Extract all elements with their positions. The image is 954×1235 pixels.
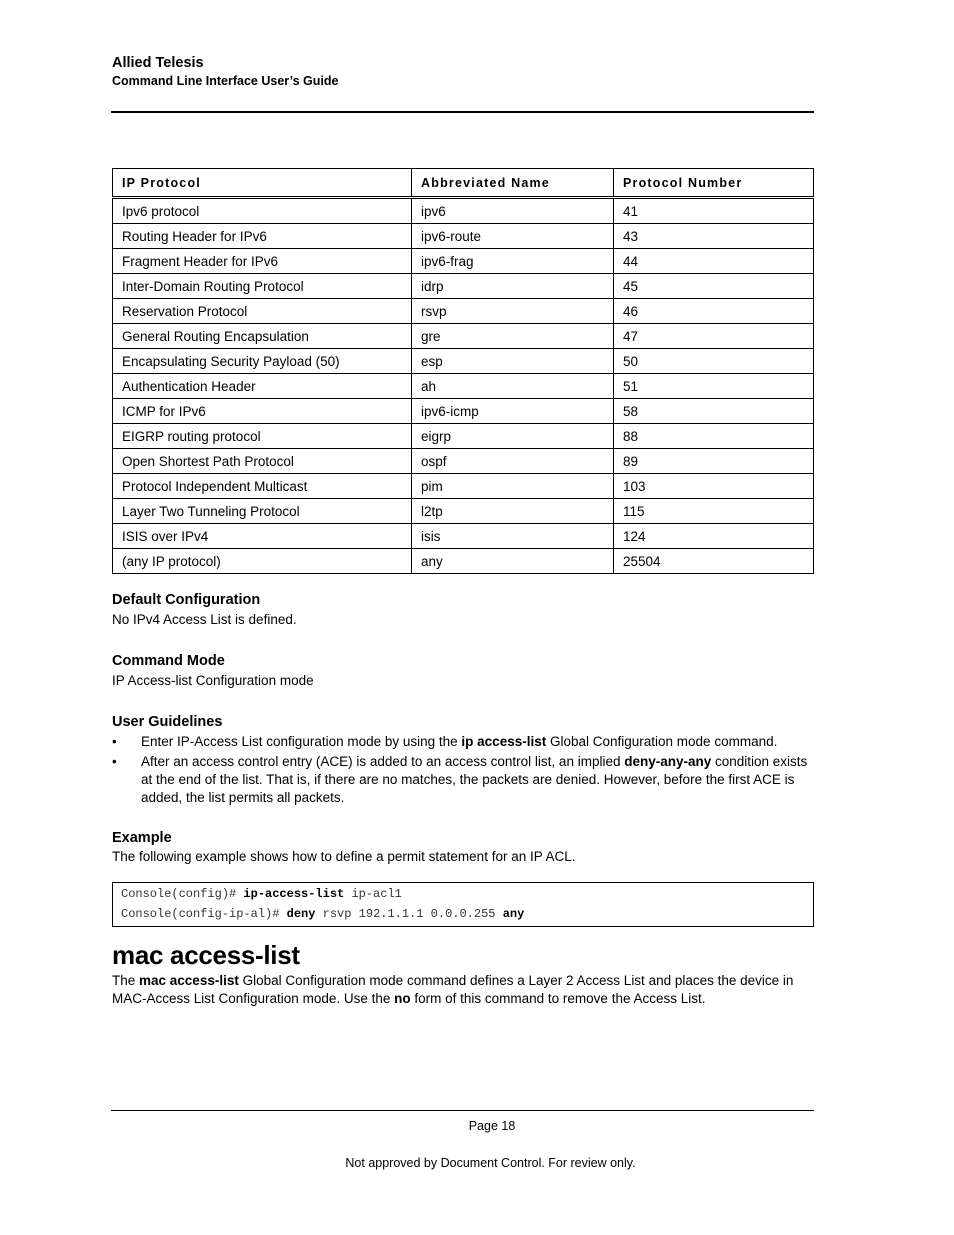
text-run: form of this command to remove the Access List.: [410, 991, 706, 1006]
section-title: Default Configuration: [112, 592, 261, 608]
cell-protocol-number: 51: [614, 374, 814, 399]
cell-abbreviated-name: l2tp: [412, 499, 614, 524]
cell-abbreviated-name: any: [412, 549, 614, 574]
cell-abbreviated-name: ipv6-route: [412, 224, 614, 249]
prompt: Console(config)#: [121, 887, 244, 901]
cell-ip-protocol: (any IP protocol): [113, 549, 412, 574]
command-keyword: no: [394, 991, 411, 1006]
cell-protocol-number: 46: [614, 299, 814, 324]
table-row: [113, 474, 814, 499]
code-line: [121, 906, 524, 922]
cell-ip-protocol: ISIS over IPv4: [113, 524, 412, 549]
cell-abbreviated-name: esp: [412, 349, 614, 374]
cell-abbreviated-name: ah: [412, 374, 614, 399]
section-text: The following example shows how to define a permit statement for an IP ACL.: [112, 849, 576, 864]
example-section: [112, 829, 814, 866]
table-row: [113, 449, 814, 474]
cell-protocol-number: 44: [614, 249, 814, 274]
code-command: deny: [286, 907, 316, 921]
cell-ip-protocol: General Routing Encapsulation: [113, 324, 412, 349]
list-item: [112, 753, 814, 807]
bullet-icon: •: [112, 754, 117, 769]
text-run: Global Configuration mode command.: [546, 734, 778, 749]
text-run: Global Configuration mode command defines a Layer 2 Access List and places the device in MAC-Access List Configuration mode. Use the: [112, 973, 794, 1006]
cell-ip-protocol: Layer Two Tunneling Protocol: [113, 499, 412, 524]
cell-ip-protocol: Open Shortest Path Protocol: [113, 449, 412, 474]
section-text: No IPv4 Access List is defined.: [112, 612, 297, 627]
cell-ip-protocol: Ipv6 protocol: [113, 198, 412, 224]
cell-ip-protocol: ICMP for IPv6: [113, 399, 412, 424]
prompt: Console(config-ip-al)#: [121, 907, 287, 921]
cell-ip-protocol: Fragment Header for IPv6: [113, 249, 412, 274]
cell-protocol-number: 41: [614, 198, 814, 224]
user-guidelines-section: [112, 713, 814, 809]
cell-abbreviated-name: ipv6-icmp: [412, 399, 614, 424]
section-title: Example: [112, 830, 172, 846]
table-header-row: [113, 169, 814, 198]
cell-protocol-number: 43: [614, 224, 814, 249]
table-row: [113, 424, 814, 449]
list-item: [112, 733, 814, 751]
cell-abbreviated-name: ipv6-frag: [412, 249, 614, 274]
condition-keyword: deny-any-any: [624, 754, 712, 769]
table-row: [113, 224, 814, 249]
command-heading: mac access-list: [112, 940, 300, 970]
cell-protocol-number: 115: [614, 499, 814, 524]
cell-ip-protocol: Protocol Independent Multicast: [113, 474, 412, 499]
cell-abbreviated-name: isis: [412, 524, 614, 549]
code-example: [112, 882, 814, 927]
company-name: Allied Telesis: [112, 55, 204, 71]
table-row: [113, 249, 814, 274]
cell-protocol-number: 88: [614, 424, 814, 449]
text-run: condition exists at the end of the list. That is, if there are no matches, the packets are denied. However, before the first ACE is added, the list permits all packets.: [141, 754, 808, 805]
bullet-icon: •: [112, 734, 117, 749]
column-header-abbreviated-name: Abbreviated Name: [412, 169, 614, 198]
page-number: Page 18: [468, 1119, 516, 1133]
cell-ip-protocol: Encapsulating Security Payload (50): [113, 349, 412, 374]
table-row: [113, 499, 814, 524]
cell-protocol-number: 50: [614, 349, 814, 374]
cell-abbreviated-name: rsvp: [412, 299, 614, 324]
command-keyword: ip access-list: [461, 734, 547, 749]
cell-protocol-number: 45: [614, 274, 814, 299]
cell-protocol-number: 58: [614, 399, 814, 424]
cell-ip-protocol: Authentication Header: [113, 374, 412, 399]
section-title: Command Mode: [112, 653, 225, 669]
table-row: [113, 299, 814, 324]
cell-protocol-number: 124: [614, 524, 814, 549]
table-row: [113, 349, 814, 374]
table-row: [113, 374, 814, 399]
section-text: IP Access-list Configuration mode: [112, 673, 314, 688]
text-run: The: [112, 973, 140, 988]
table-row: [113, 198, 814, 224]
table-row: [113, 324, 814, 349]
cell-abbreviated-name: ipv6: [412, 198, 614, 224]
cell-protocol-number: 25504: [614, 549, 814, 574]
default-configuration-section: [112, 591, 814, 629]
code-line: [121, 886, 402, 902]
cell-abbreviated-name: idrp: [412, 274, 614, 299]
text-run: Enter IP-Access List configuration mode by using the: [141, 734, 462, 749]
cell-protocol-number: 47: [614, 324, 814, 349]
command-keyword: mac access-list: [139, 973, 239, 988]
table-body: [113, 198, 814, 574]
guidelines-list: [112, 733, 814, 807]
cell-protocol-number: 103: [614, 474, 814, 499]
table-row: [113, 274, 814, 299]
table-row: [113, 524, 814, 549]
page-header: [112, 55, 814, 90]
text-run: After an access control entry (ACE) is added to an access control list, an implied: [141, 754, 625, 769]
cell-abbreviated-name: ospf: [412, 449, 614, 474]
guide-title: Command Line Interface User’s Guide: [112, 74, 339, 88]
cell-ip-protocol: Routing Header for IPv6: [113, 224, 412, 249]
footer-divider: [111, 1110, 814, 1111]
command-mode-section: [112, 652, 814, 690]
section-title: User Guidelines: [112, 714, 223, 730]
cell-protocol-number: 89: [614, 449, 814, 474]
cell-abbreviated-name: pim: [412, 474, 614, 499]
cell-ip-protocol: Reservation Protocol: [113, 299, 412, 324]
command-description: [112, 972, 817, 1008]
cell-ip-protocol: EIGRP routing protocol: [113, 424, 412, 449]
header-divider: [111, 111, 814, 113]
table-row: [113, 549, 814, 574]
code-argument: rsvp 192.1.1.1 0.0.0.255: [315, 907, 503, 921]
column-header-ip-protocol: IP Protocol: [113, 169, 412, 198]
cell-abbreviated-name: gre: [412, 324, 614, 349]
column-header-protocol-number: Protocol Number: [614, 169, 814, 198]
review-notice: Not approved by Document Control. For review only.: [345, 1156, 636, 1170]
cell-ip-protocol: Inter-Domain Routing Protocol: [113, 274, 412, 299]
ip-protocol-table: [112, 168, 814, 574]
code-argument: ip-acl1: [344, 887, 402, 901]
code-keyword: any: [502, 907, 525, 921]
code-command: ip-access-list: [243, 887, 345, 901]
cell-abbreviated-name: eigrp: [412, 424, 614, 449]
table-row: [113, 399, 814, 424]
